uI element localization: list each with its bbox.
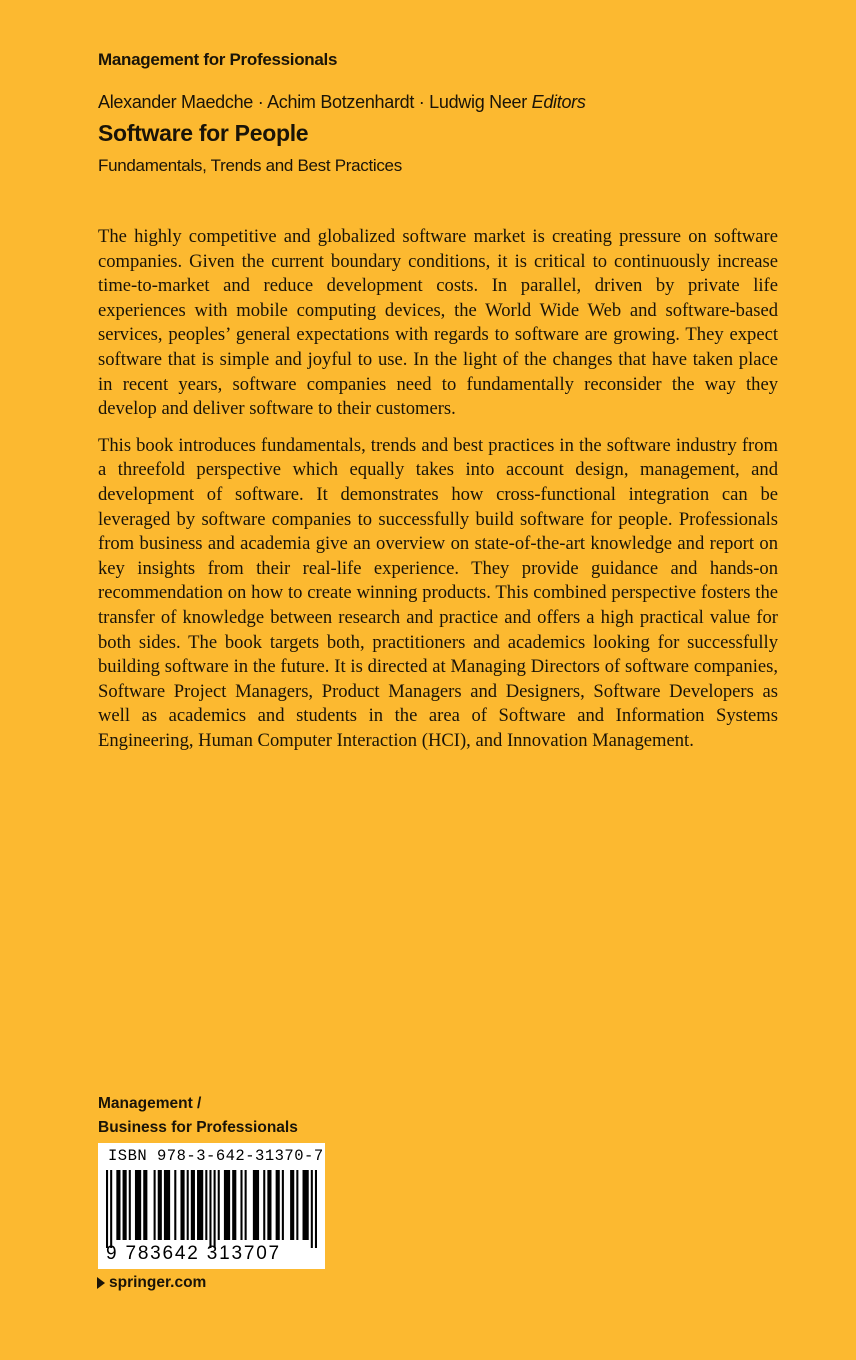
barcode-bar [158, 1170, 162, 1240]
blurb-paragraph-2: This book introduces fundamentals, trends and best practices in the software industry from a threefold perspective which equally takes into account design, management, and development of software. It demonstrates how cross-functional integration can be leveraged by software companies to successfully build software for people. Professionals from business and academia give an overview on state-of-the-art knowledge and report on key insights from their real-life experience. They provide guidance and hands-on recommendation on how to create winning products. This combined perspective fosters the transfer of knowledge between research and practice and offers a high practical value for both sides. The book targets both, practitioners and academics looking for successfully building software in the future. It is directed at Managing Directors of software companies, Software Project Managers, Product Managers and Designers, Software Developers as well as academics and students in the area of Software and Information Systems Engineering, Human Computer Interaction (HCI), and Innovation Management. [98, 434, 778, 751]
book-subtitle: Fundamentals, Trends and Best Practices [98, 156, 402, 175]
barcode-bar [263, 1170, 265, 1240]
barcode-box [98, 1143, 325, 1269]
series-title: Management for Professionals [98, 50, 338, 69]
barcode-bar [191, 1170, 195, 1240]
barcode-bar [290, 1170, 294, 1240]
barcode-bar [267, 1170, 271, 1240]
barcode-bar [197, 1170, 203, 1240]
barcode-bar [106, 1170, 108, 1248]
subject-line-2: Business for Professionals [98, 1119, 298, 1136]
editors-role: Editors [531, 92, 586, 112]
barcode-bar [315, 1170, 317, 1248]
blurb-paragraph-1: The highly competitive and globalized software market is creating pressure on software companies. Given the current boundary conditions, it is critical to continuously increase time-to-market and reduce development costs. In parallel, driven by private life experiences with mobile computing devices, the World Wide Web and software-based services, peoples’ general expectations with regards to software are growing. They expect software that is simple and joyful to use. In the light of the changes that have taken place in recent years, software companies need to fundamentally reconsider the way they develop and deliver software to their customers. [98, 226, 778, 420]
publisher-link[interactable] [97, 1274, 206, 1292]
barcode-bar [180, 1170, 184, 1240]
barcode-bar [214, 1170, 216, 1248]
editors-line [98, 92, 586, 113]
barcode-bar [296, 1170, 298, 1240]
barcode-bar [123, 1170, 127, 1240]
barcode-digits: 9 783642 313707 [106, 1243, 281, 1264]
barcode-bar [245, 1170, 247, 1240]
book-title: Software for People [98, 120, 309, 146]
barcode-bar [110, 1170, 112, 1248]
barcode-bar [154, 1170, 156, 1240]
barcode-bar [187, 1170, 189, 1240]
barcode-bar [224, 1170, 230, 1240]
publisher-url: springer.com [109, 1274, 207, 1291]
subject-line-1: Management / [98, 1095, 202, 1112]
barcode-bar [218, 1170, 220, 1240]
barcode-bar [276, 1170, 280, 1240]
isbn-number: ISBN 978-3-642-31370-7 [108, 1147, 324, 1165]
barcode-bar [253, 1170, 259, 1240]
barcode-bar [232, 1170, 236, 1240]
barcode-bar [143, 1170, 147, 1240]
barcode-bar [303, 1170, 309, 1240]
barcode-bar [116, 1170, 120, 1240]
barcode-bar [164, 1170, 170, 1240]
barcode-bar [129, 1170, 131, 1240]
barcode-bar [282, 1170, 284, 1240]
arrow-right-icon [97, 1277, 105, 1289]
blurb [98, 225, 778, 765]
editors-names: Alexander Maedche · Achim Botzenhardt · Ludwig Neer [98, 92, 527, 112]
barcode-bar [240, 1170, 242, 1240]
barcode-bar [311, 1170, 313, 1248]
barcode-bar [205, 1170, 207, 1240]
barcode-bar [209, 1170, 211, 1248]
barcode-bar [174, 1170, 176, 1240]
subject-category [98, 1092, 298, 1140]
barcode-bar [135, 1170, 141, 1240]
